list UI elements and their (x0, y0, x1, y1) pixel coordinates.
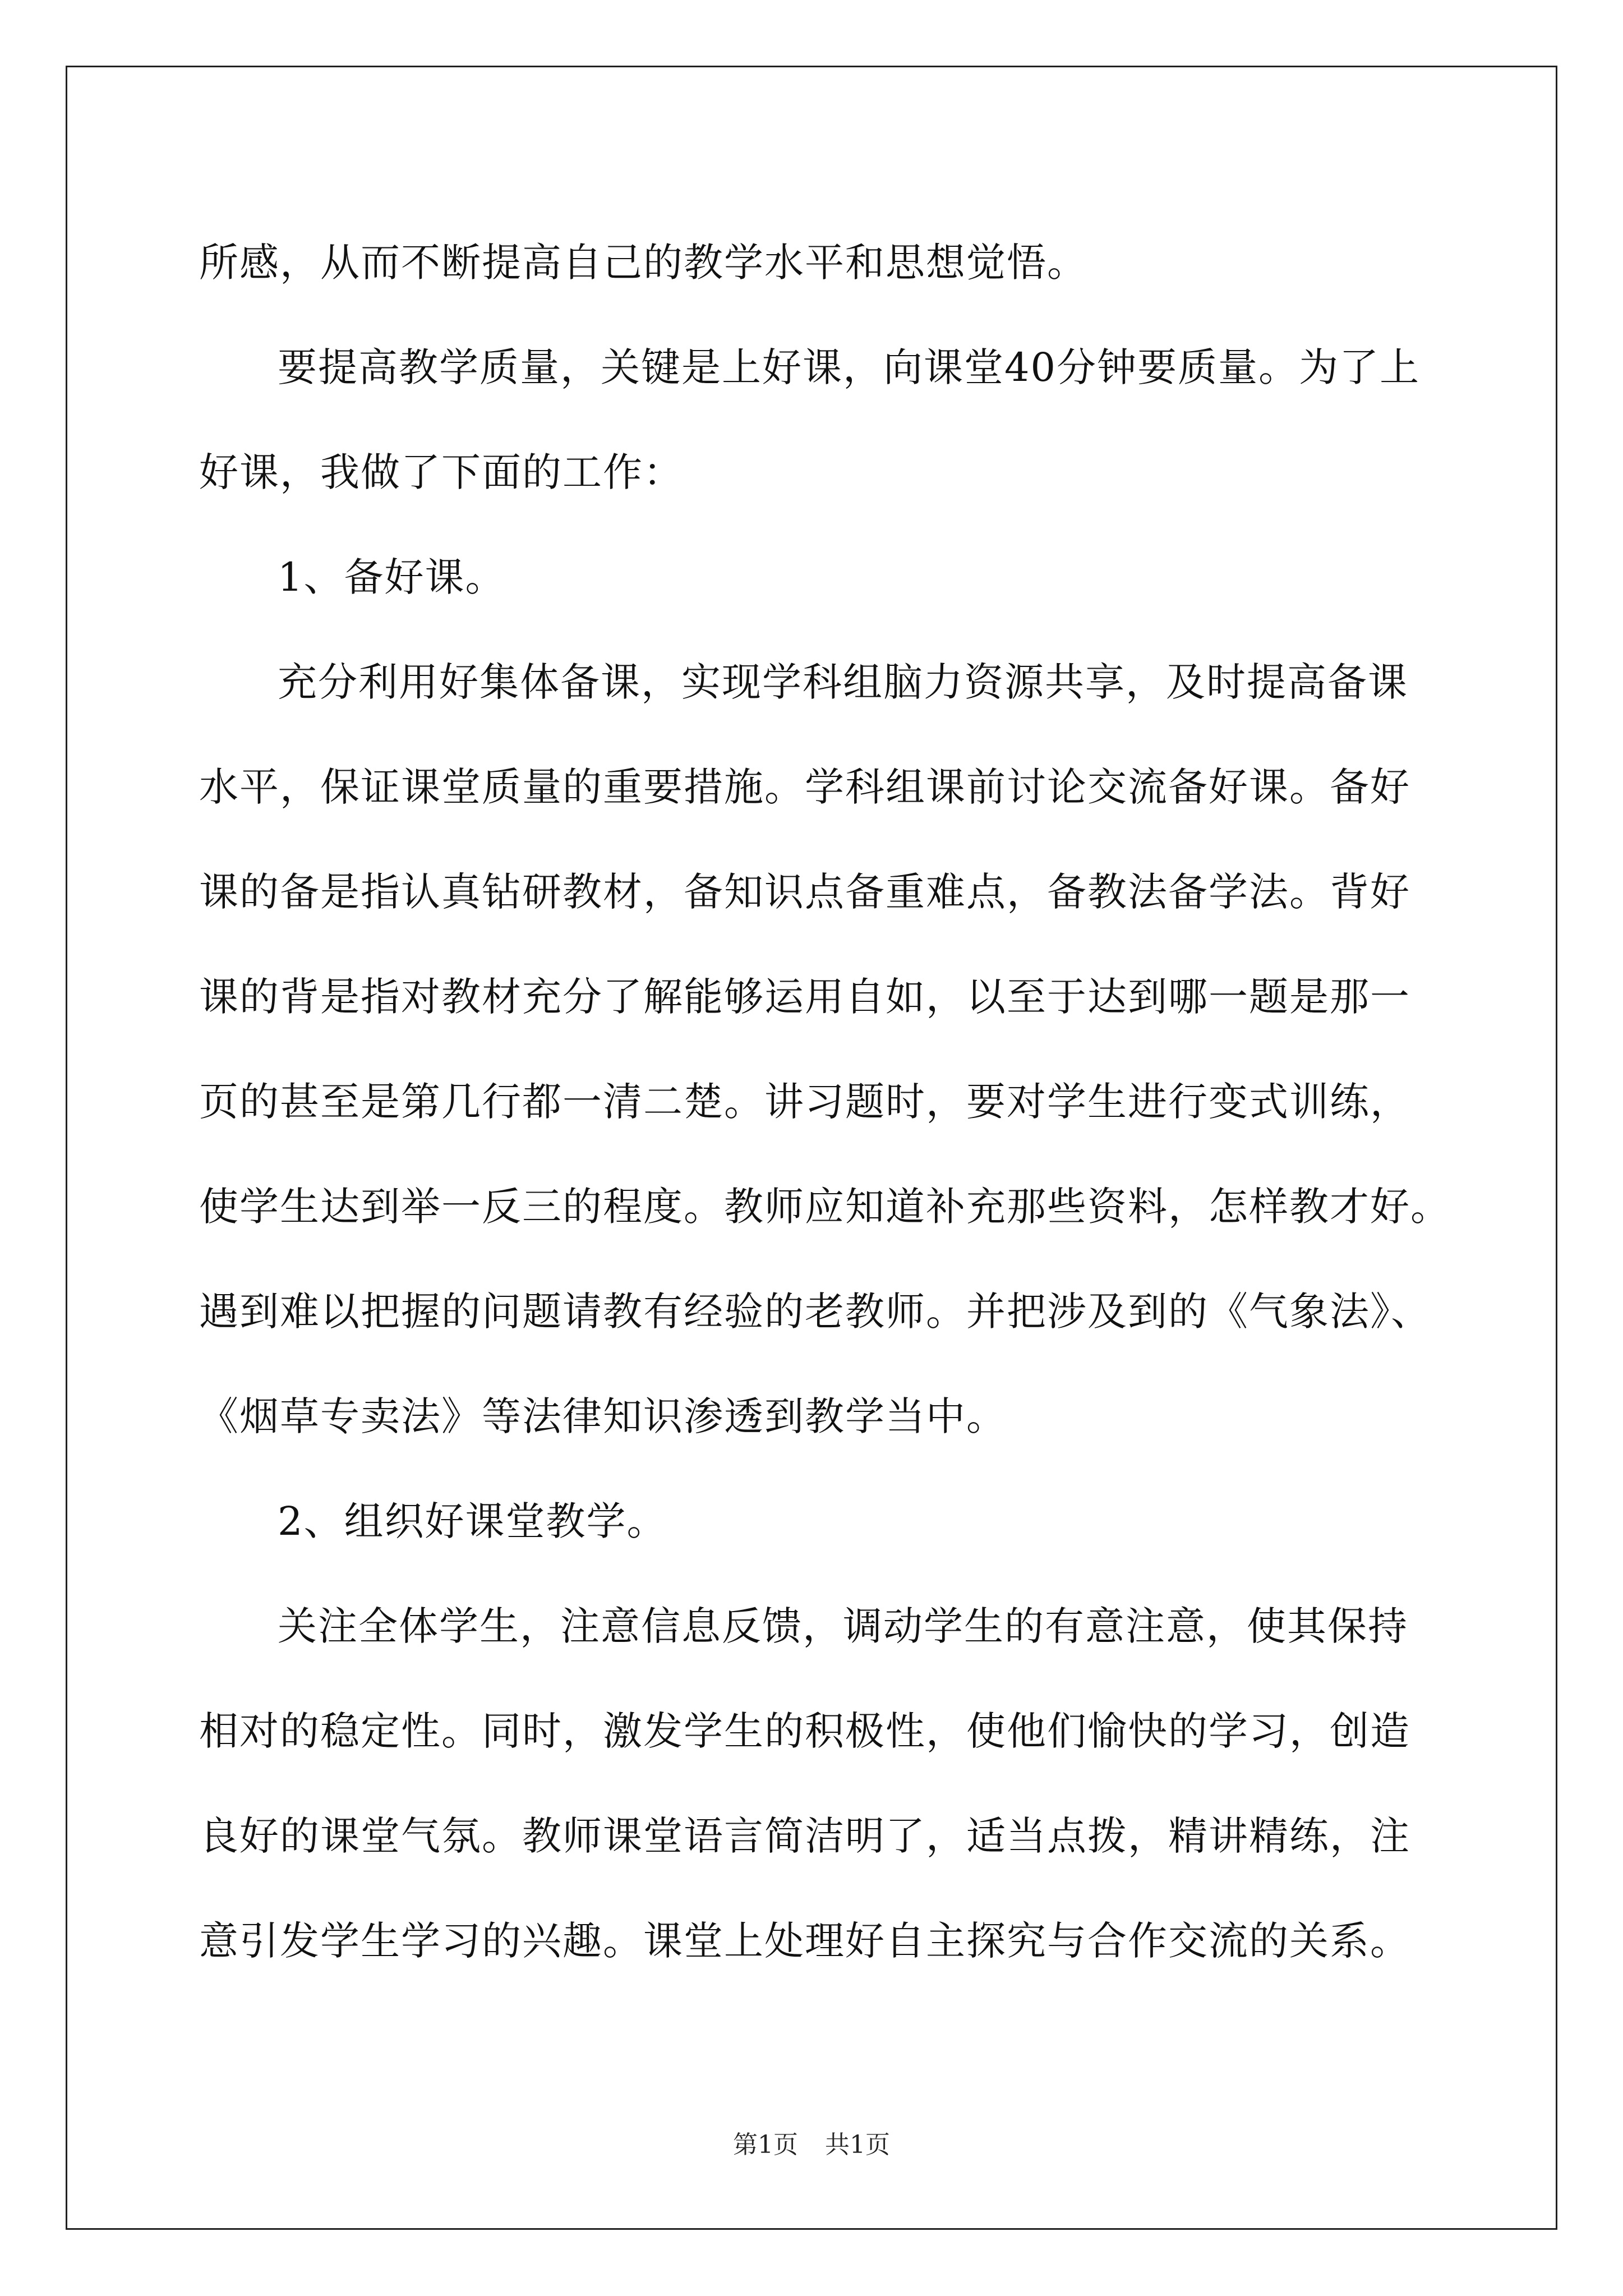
text-line-16: 良好的课堂气氛。教师课堂语言简洁明了，适当点拨，精讲精练，注 (199, 1813, 1410, 1859)
section-heading-2: 2、组织好课堂教学。 (278, 1498, 667, 1544)
text-line-8: 课的背是指对教材充分了解能够运用自如，以至于达到哪一题是那一 (199, 974, 1410, 1020)
text-line-7: 课的备是指认真钻研教材，备知识点备重难点，备教法备学法。背好 (199, 869, 1410, 915)
text-line-2: 要提高教学质量，关键是上好课，向课堂40分钟要质量。为了上 (278, 344, 1421, 390)
page-number-current: 第1页 (733, 2131, 798, 2159)
text-line-14: 关注全体学生，注意信息反馈，调动学生的有意注意，使其保持 (278, 1603, 1408, 1649)
text-line-11: 遇到难以把握的问题请教有经验的老教师。并把涉及到的《气象法》、 (199, 1289, 1431, 1335)
page-footer (0, 2124, 1623, 2160)
text-line-17: 意引发学生学习的兴趣。课堂上处理好自主探究与合作交流的关系。 (199, 1918, 1410, 1964)
text-line-6: 水平，保证课堂质量的重要措施。学科组课前讨论交流备好课。备好 (199, 764, 1410, 810)
text-line-1: 所感，从而不断提高自己的教学水平和思想觉悟。 (199, 240, 1087, 286)
text-line-5: 充分利用好集体备课，实现学科组脑力资源共享，及时提高备课 (278, 659, 1408, 705)
text-line-9: 页的甚至是第几行都一清二楚。讲习题时，要对学生进行变式训练， (199, 1079, 1410, 1125)
page-number-total: 共1页 (825, 2131, 890, 2159)
text-line-12: 《烟草专卖法》等法律知识渗透到教学当中。 (199, 1393, 1007, 1439)
section-heading-1: 1、备好课。 (278, 554, 506, 600)
text-line-3: 好课，我做了下面的工作： (199, 449, 684, 495)
document-body (199, 210, 1451, 1994)
text-line-15: 相对的稳定性。同时，激发学生的积极性，使他们愉快的学习，创造 (199, 1708, 1410, 1754)
text-line-10: 使学生达到举一反三的程度。教师应知道补充那些资料，怎样教才好。 (199, 1184, 1451, 1230)
